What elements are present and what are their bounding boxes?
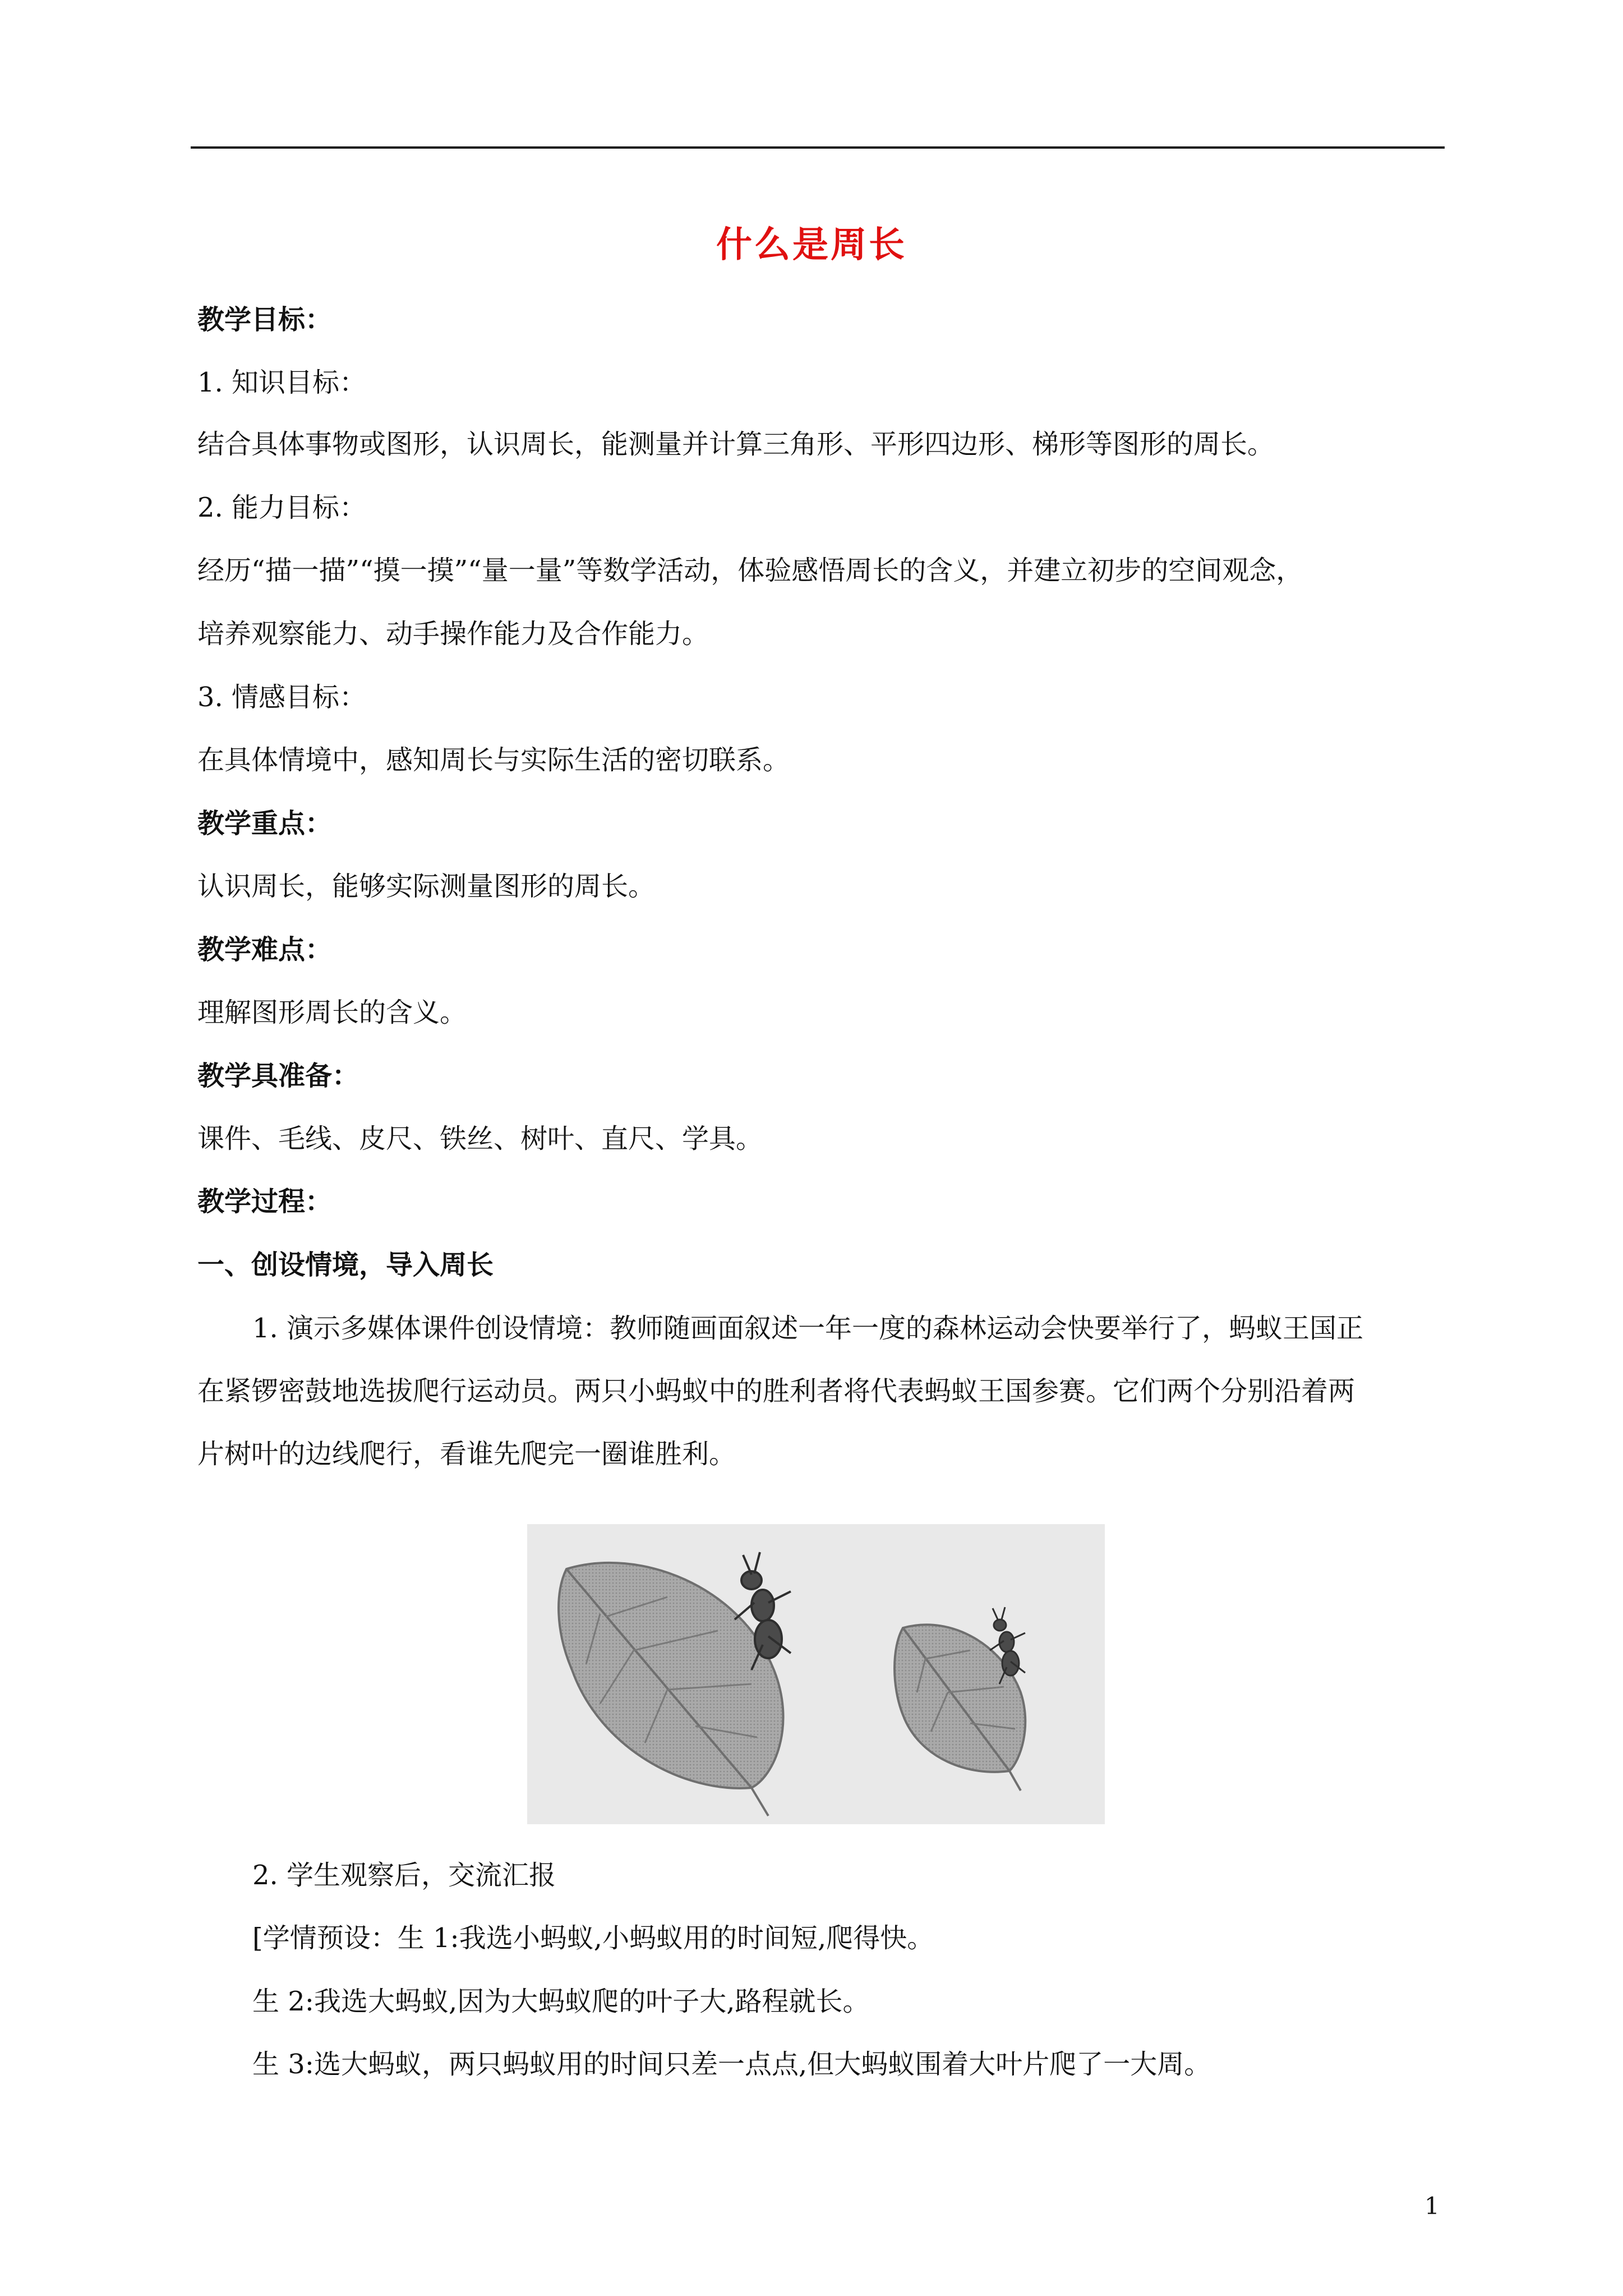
- paragraph: [学情预设：生 1:我选小蚂蚁,小蚂蚁用的时间短,爬得快。: [252, 1922, 934, 1954]
- section-heading: 一、创设情境，导入周长: [197, 1249, 494, 1281]
- paragraph: 课件、毛线、皮尺、铁丝、树叶、直尺、学具。: [197, 1123, 763, 1154]
- item-knowledge-goal: 1. 知识目标：: [197, 367, 367, 398]
- heading-difficulties: 教学难点：: [197, 934, 333, 965]
- page-title: 什么是周长: [716, 224, 907, 266]
- paragraph: 经历“描一描”“摸一摸”“量一量”等数学活动，体验感悟周长的含义，并建立初步的空间观念，: [197, 555, 1303, 586]
- paragraph: 生 3:选大蚂蚁，两只蚂蚁用的时间只差一点点,但大蚂蚁围着大叶片爬了一大周。: [252, 2049, 1211, 2080]
- paragraph: 生 2:我选大蚂蚁,因为大蚂蚁爬的叶子大,路程就长。: [252, 1986, 870, 2017]
- paragraph: 认识周长，能够实际测量图形的周长。: [197, 871, 656, 902]
- leaves-ants-illustration: [527, 1524, 1105, 1824]
- item-emotion-goal: 3. 情感目标：: [197, 682, 367, 713]
- header-rule: [191, 146, 1445, 149]
- paragraph: 在具体情境中，感知周长与实际生活的密切联系。: [197, 744, 790, 776]
- page-number: 1: [1424, 2192, 1440, 2220]
- heading-process: 教学过程：: [197, 1186, 333, 1217]
- paragraph: 理解图形周长的含义。: [197, 997, 467, 1028]
- heading-key-points: 教学重点：: [197, 808, 333, 839]
- paragraph: 2. 学生观察后，交流汇报: [252, 1860, 556, 1891]
- paragraph: 在紧锣密鼓地选拔爬行运动员。两只小蚂蚁中的胜利者将代表蚂蚁王国参赛。它们两个分别沿着两: [197, 1375, 1355, 1407]
- paragraph: 结合具体事物或图形，认识周长，能测量并计算三角形、平形四边形、梯形等图形的周长。: [197, 429, 1275, 460]
- paragraph: 培养观察能力、动手操作能力及合作能力。: [197, 618, 709, 650]
- paragraph: 1. 演示多媒体课件创设情境：教师随画面叙述一年一度的森林运动会快要举行了，蚂蚁王国正: [252, 1313, 1364, 1344]
- paragraph: 片树叶的边线爬行，看谁先爬完一圈谁胜利。: [197, 1438, 736, 1470]
- heading-materials: 教学具准备：: [197, 1060, 359, 1092]
- heading-objectives: 教学目标：: [197, 304, 333, 335]
- item-ability-goal: 2. 能力目标：: [197, 492, 367, 523]
